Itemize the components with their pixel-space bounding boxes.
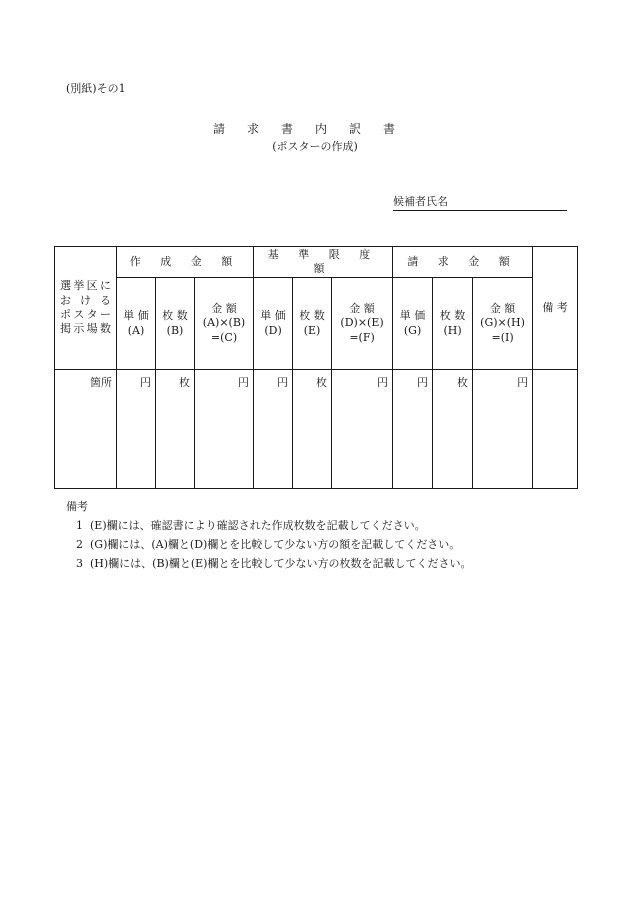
col-header-line: 金 額 <box>211 302 237 316</box>
row-label-header <box>55 247 117 370</box>
unit-price-g-cell[interactable]: 円 <box>393 370 433 489</box>
candidate-name-field <box>393 193 567 211</box>
note-number: 1 <box>76 519 83 532</box>
unit-price-header-a <box>117 278 156 370</box>
col-header-line: 単 価 <box>260 309 286 323</box>
remarks-cell[interactable] <box>533 370 578 489</box>
places-cell[interactable]: 箇所 <box>55 370 117 489</box>
count-b-cell[interactable]: 枚 <box>156 370 195 489</box>
unit-price-a-cell[interactable]: 円 <box>117 370 156 489</box>
count-h-cell[interactable]: 枚 <box>433 370 473 489</box>
group-header-claim: 請 求 金 額 <box>393 247 533 278</box>
note-item <box>66 516 471 535</box>
col-header-line: (A)×(B) <box>202 316 246 330</box>
amount-header-c <box>195 278 254 370</box>
col-header-line: =(I) <box>491 330 514 344</box>
breakdown-table <box>54 246 578 489</box>
annex-label: (別紙)その1 <box>66 82 126 95</box>
note-number: 2 <box>76 538 83 551</box>
unit-price-d-cell[interactable]: 円 <box>254 370 293 489</box>
col-header-line: 単 価 <box>399 309 426 323</box>
col-header-line: 枚 数 <box>439 309 466 323</box>
amount-c-cell[interactable]: 円 <box>195 370 254 489</box>
note-text: (H)欄には、(B)欄と(E)欄とを比較して少ない方の枚数を記載してください。 <box>90 557 472 570</box>
col-header-line: 金 額 <box>349 302 375 316</box>
col-header-line: =(C) <box>210 330 238 344</box>
count-e-cell[interactable]: 枚 <box>293 370 332 489</box>
note-item <box>66 535 471 554</box>
group-header-production: 作 成 金 額 <box>117 247 254 278</box>
col-header-line: (G) <box>403 323 422 337</box>
row-label-line: おける <box>60 293 111 307</box>
col-header-line: (H) <box>443 323 462 337</box>
notes-section <box>66 497 471 573</box>
col-header-line: (E) <box>303 323 321 337</box>
candidate-name-label: 候補者氏名 <box>393 195 448 208</box>
col-header-line: (D)×(E) <box>340 316 384 330</box>
notes-heading: 備考 <box>66 500 88 513</box>
col-header-line: (D) <box>264 323 282 337</box>
note-text: (E)欄には、確認書により確認された作成枚数を記載してください。 <box>90 519 426 532</box>
amount-header-f <box>332 278 393 370</box>
group-header-limit: 基 準 限 度 額 <box>254 247 393 278</box>
col-header-line: (B) <box>166 323 184 337</box>
document-title: 請求書内訳書 <box>212 122 417 136</box>
row-label-line: 掲示場数 <box>60 322 111 336</box>
count-header-e <box>293 278 332 370</box>
col-header-line: 枚 数 <box>299 309 325 323</box>
note-text: (G)欄には、(A)欄と(D)欄とを比較して少ない方の額を記載してください。 <box>90 538 461 551</box>
col-header-line: (G)×(H) <box>480 316 525 330</box>
count-header-b <box>156 278 195 370</box>
col-header-line: (A) <box>127 323 145 337</box>
col-header-line: 単 価 <box>123 309 149 323</box>
col-header-line: =(F) <box>349 330 375 344</box>
row-label-line: ポスター <box>60 308 111 321</box>
document-subtitle: (ポスターの作成) <box>272 140 358 153</box>
col-header-line: 金 額 <box>489 302 516 316</box>
note-number: 3 <box>76 557 83 570</box>
remarks-header: 備 考 <box>533 247 578 370</box>
amount-header-i <box>473 278 533 370</box>
amount-i-cell[interactable]: 円 <box>473 370 533 489</box>
unit-price-header-d <box>254 278 293 370</box>
count-header-h <box>433 278 473 370</box>
note-item <box>66 554 471 573</box>
col-header-line: 枚 数 <box>162 309 188 323</box>
unit-price-header-g <box>393 278 433 370</box>
row-label-line: 選挙区に <box>60 279 111 293</box>
amount-f-cell[interactable]: 円 <box>332 370 393 489</box>
